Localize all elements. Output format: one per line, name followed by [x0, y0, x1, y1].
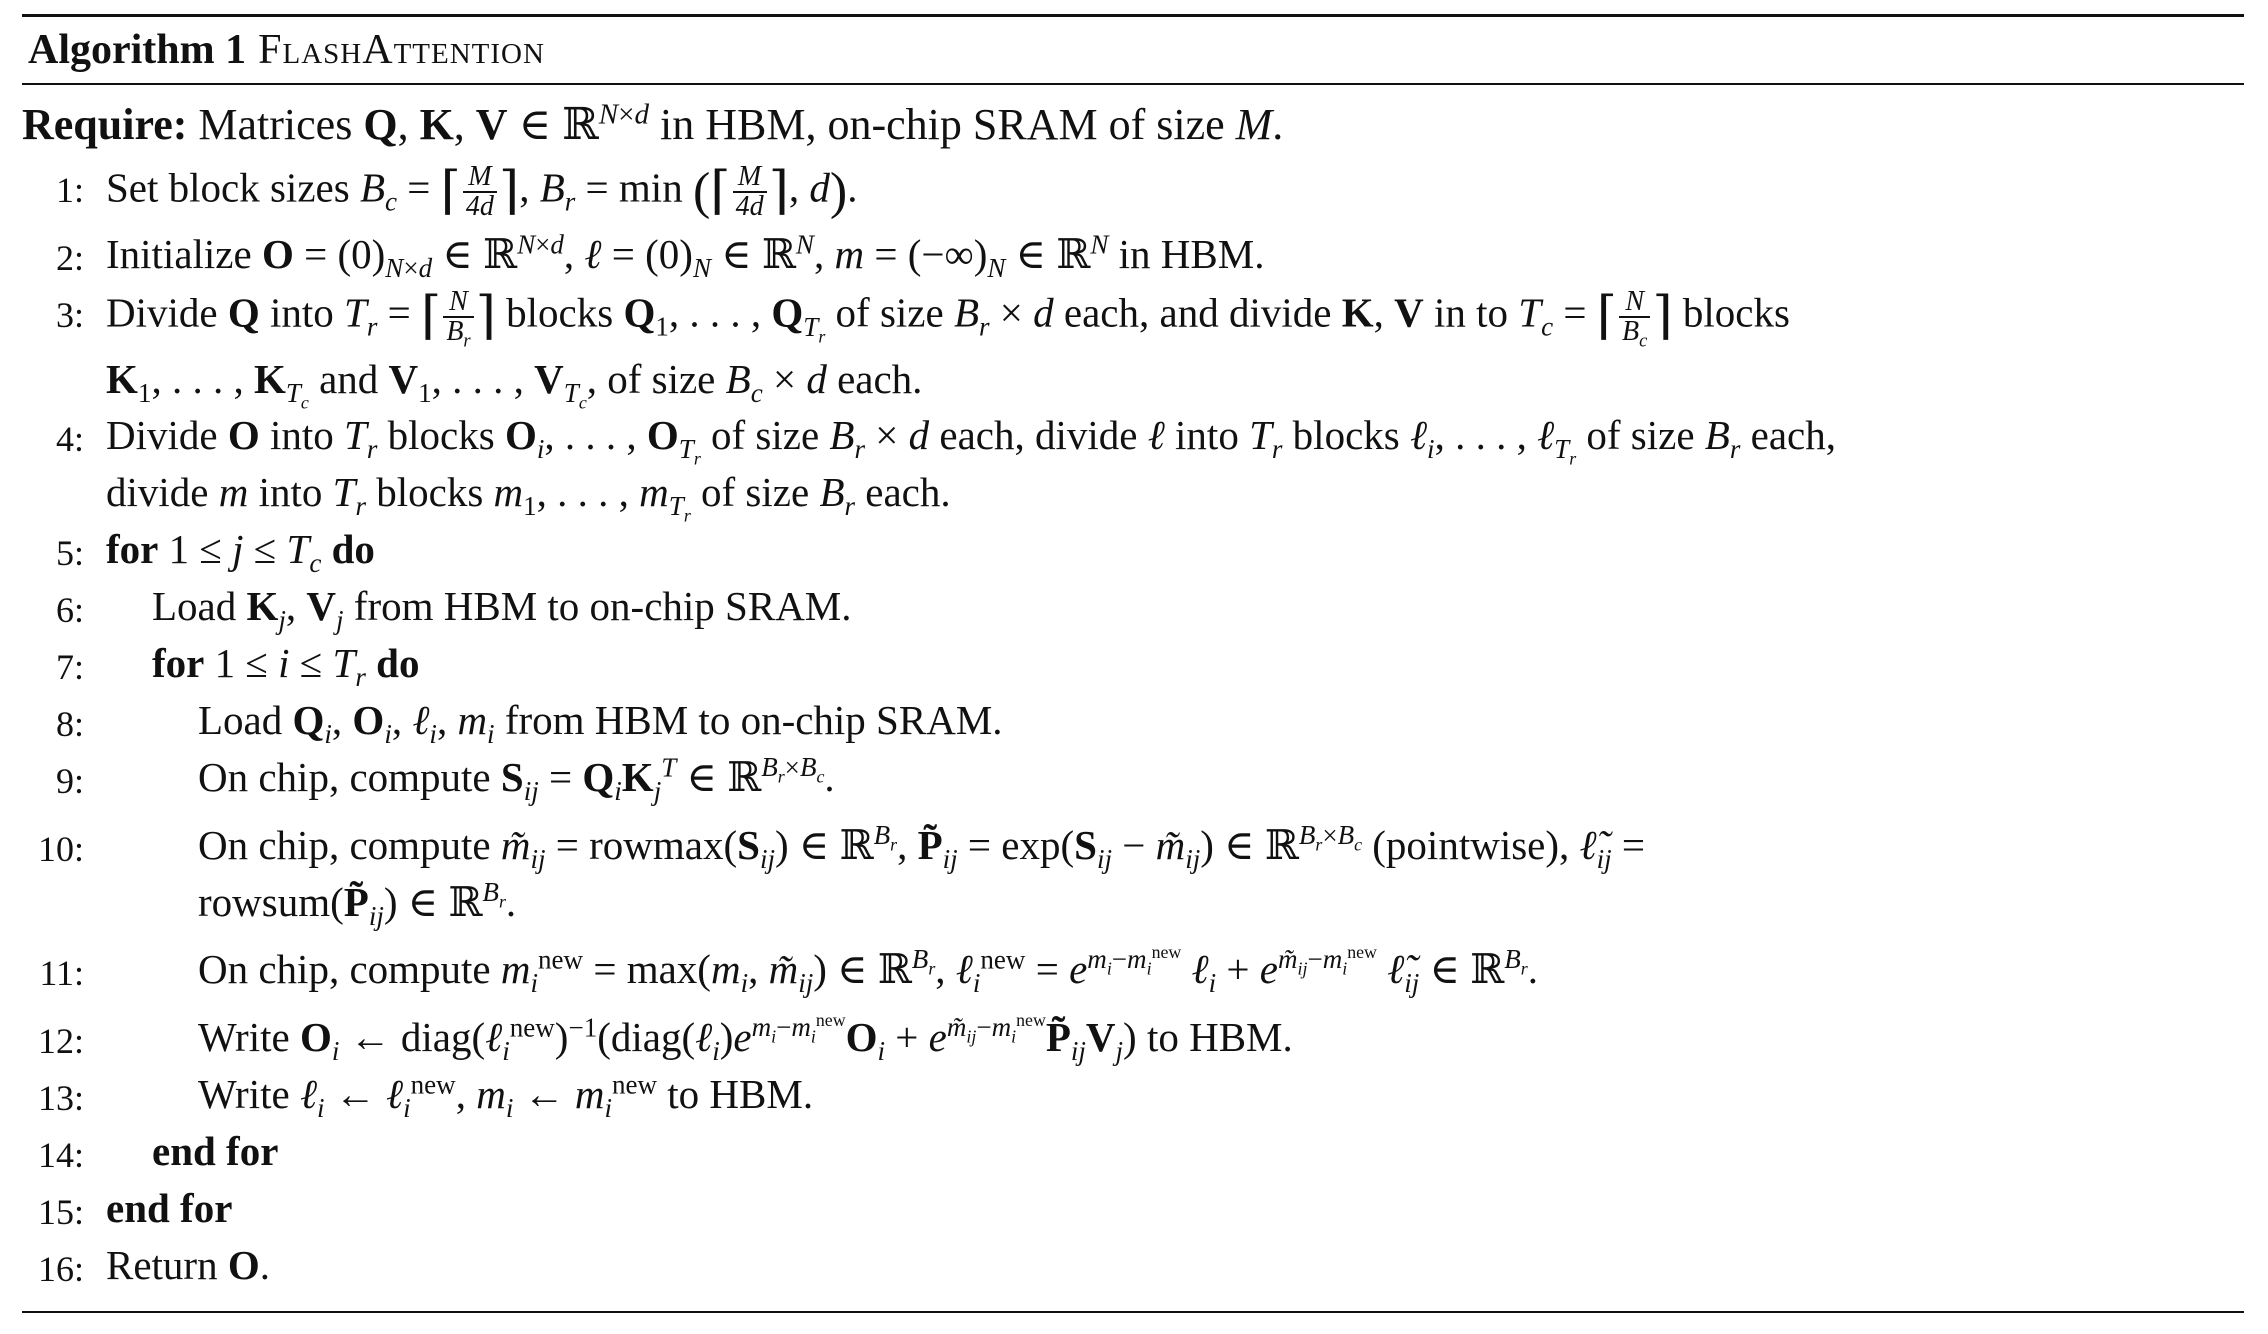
step-number: 13: — [37, 1078, 84, 1118]
step-text: for $1 \le j \le T_c$ do — [106, 526, 375, 579]
step-text: Divide Q into $T_r$ = ⌈ $\frac{N}{B_r}$ ⌉ blocks $Q_1$, . . . , $Q_{T_r}$ of size $B_r \times d$ each, and divide K, V in to $T_c$ = ⌈ $\frac{N}{B_c}$ ⌉ blocks $K_1$, . . . , $K_{T_c}$ and $V_1$, . . . , $V_{T_c}$, of size $B_c \times d$ each. — [106, 286, 1790, 413]
step-text: On chip, compute $m̃_{ij} = rowmax(S_{ij})$ ∈ ℝ$^{B_r}$, $P̃_{ij} = \exp(S_{ij}$ − $m̃_{ij}$) ∈ ℝ$^{B_r\times B_c}$ (pointwise), $\ell̃_{ij}$ = $rowsum(P̃_{ij})$ ∈ ℝ$^{B_r}$. — [198, 820, 1646, 932]
step-number: 16: — [37, 1249, 84, 1289]
step-text: Load $K_j$, $V_j$ from HBM to on-chip SRAM. — [152, 583, 852, 636]
step-number: 14: — [37, 1135, 84, 1175]
step-number: 3: — [55, 295, 84, 335]
step-number: 2: — [55, 238, 84, 278]
step-7 — [22, 640, 2244, 697]
require-keyword: Require: — [22, 100, 188, 149]
step-text: Return O. — [106, 1242, 270, 1288]
bottom-rule — [22, 1311, 2244, 1313]
step-text: Write ℓ$_i$ ← ℓ$_i^{new}$, $m_i$ ← $m_i^{new}$ to HBM. — [198, 1069, 814, 1124]
algorithm-caption — [22, 17, 2244, 83]
step-text: On chip, compute $m_i^{new} = \max(m_i$, $m̃_{ij}$) ∈ ℝ$^{B_r}$, ℓ$_i^{new}$ = $e^{m_i-m_i^{new}}$ ℓ$_i$ + $e^{m̃_{ij}-m_i^{new}}$ $\ell̃_{ij}$ ∈ ℝ$^{B_r}$. — [198, 942, 1538, 999]
step-number: 15: — [37, 1192, 84, 1232]
require-line: Require: Matrices Q, K, V ∈ ℝ$^{N\times d}$ in HBM, on-chip SRAM of size M. — [22, 98, 1284, 149]
step-number: 6: — [55, 590, 84, 630]
step-14 — [22, 1128, 2244, 1185]
step-text: On chip, compute $S_{ij} = Q_iK_j^T$ ∈ ℝ$^{B_r\times B_c}$. — [198, 752, 835, 807]
algorithm-label: Algorithm 1 — [28, 27, 247, 73]
algorithm-name: FlashAttention — [258, 27, 545, 73]
step-text: for $1 \le i \le T_r$ do — [152, 640, 420, 693]
step-number: 9: — [55, 761, 84, 801]
step-text: Load $Q_i$, $O_i$, ℓ$_i$, $m_i$ from HBM to on-chip SRAM. — [198, 697, 1003, 750]
step-13 — [22, 1071, 2244, 1128]
step-8 — [22, 697, 2244, 754]
step-text: Divide O into $T_r$ blocks $O_i$, . . . , $O_{T_r}$ of size $B_r \times d$ each, divide ℓ into $T_r$ blocks ℓ$_i$, . . . , ℓ$_{T_r}$ of size $B_r$ each, divide m into $T_r$ blocks $m_1$, . . . , $m_{T_r}$ of size $B_r$ each. — [106, 412, 1836, 526]
step-10 — [22, 822, 2244, 946]
step-number: 10: — [37, 829, 84, 869]
step-text: Write $O_i$ ← $diag(\ell_i^{new})^{-1}(diag(\ell_i)e^{m_i-m_i^{new}}O_i$ + $e^{m̃_{ij}-m_i^{new}}P̃_{ij}V_j$) to HBM. — [198, 1010, 1293, 1067]
step-number: 4: — [55, 419, 84, 459]
step-12 — [22, 1010, 2244, 1071]
step-number: 11: — [39, 953, 84, 993]
step-5 — [22, 526, 2244, 583]
step-number: 1: — [55, 170, 84, 210]
step-number: 8: — [55, 704, 84, 744]
step-15 — [22, 1185, 2244, 1242]
step-11 — [22, 942, 2244, 1014]
step-1 — [22, 163, 2244, 231]
step-4 — [22, 412, 2244, 526]
step-number: 5: — [55, 533, 84, 573]
step-number: 7: — [55, 647, 84, 687]
step-6 — [22, 583, 2244, 640]
algorithm-box — [22, 14, 2244, 1313]
step-3 — [22, 288, 2244, 412]
step-number: 12: — [37, 1021, 84, 1061]
step-text: end for — [106, 1185, 233, 1231]
step-9 — [22, 754, 2244, 822]
step-text: Set block sizes $B_c$ = ⌈ $\frac{M}{4d}$ ⌉, $B_r = \min$ (⌈ $\frac{M}{4d}$ ⌉, d). — [106, 161, 858, 222]
step-text: end for — [152, 1128, 279, 1174]
step-2 — [22, 231, 2244, 288]
step-text: Initialize $O = (0)_{N\times d}$ ∈ ℝ$^{N\times d}$, ℓ = $(0)_N$ ∈ ℝ$^N$, $m = (-\infty)_N$ ∈ ℝ$^N$ in HBM. — [106, 229, 1265, 284]
step-16 — [22, 1242, 2244, 1299]
algorithm-body — [22, 85, 2244, 1309]
